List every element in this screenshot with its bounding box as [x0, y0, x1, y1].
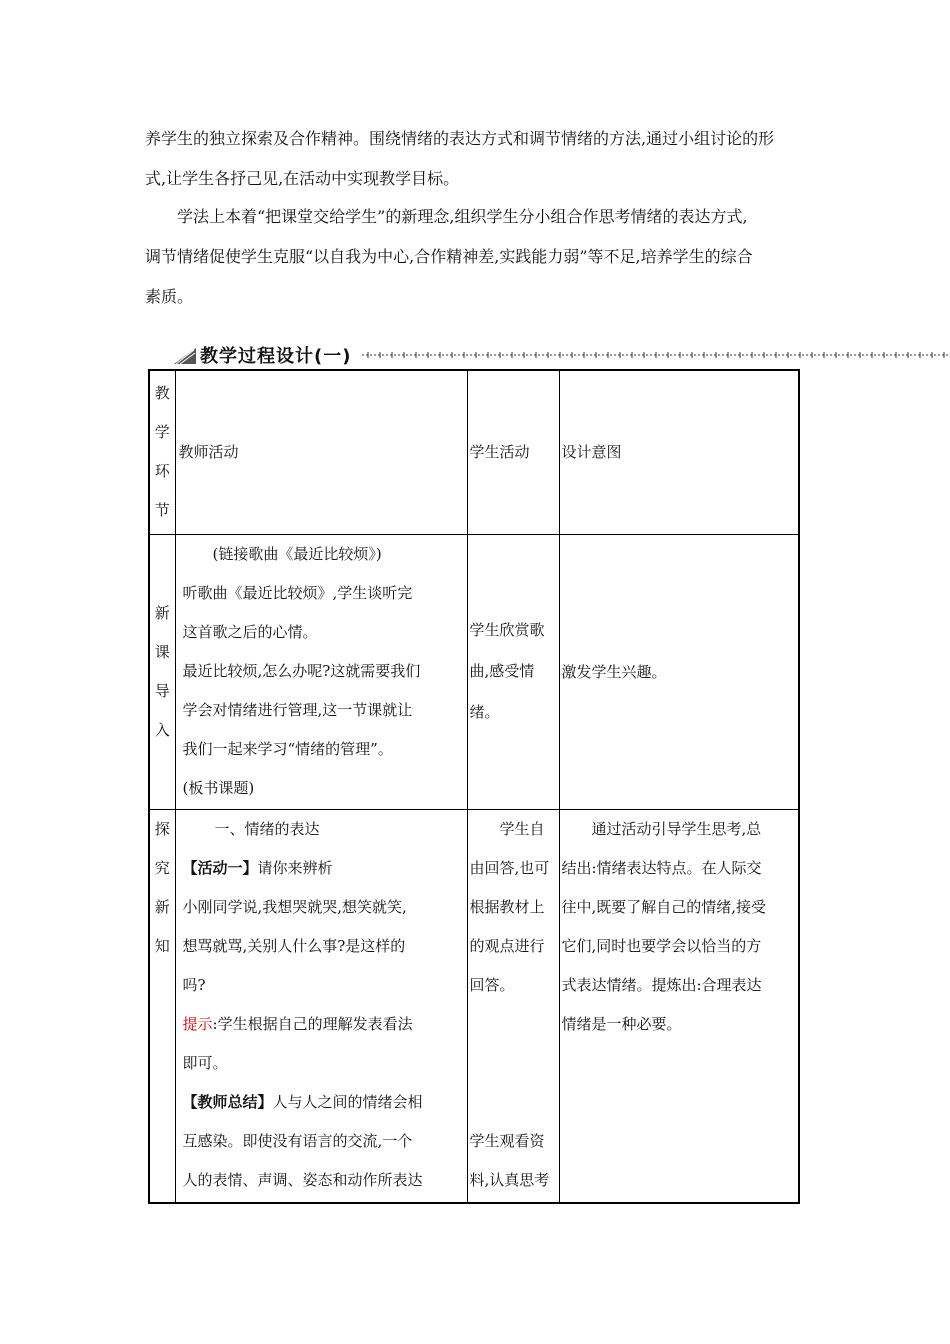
- row2-student: [467, 809, 559, 1203]
- text-line: 结出:情绪表达特点。在人际交: [561, 858, 762, 877]
- header-step-char: 环: [154, 462, 170, 481]
- row1-step-char: 导: [154, 681, 170, 700]
- text-line: 式表达情绪。提炼出:合理表达: [561, 975, 762, 994]
- text-line: 互感染。即使没有语言的交流,一个: [182, 1131, 413, 1150]
- text-line: [183, 1005, 467, 1044]
- summary-text: 人与人之间的情绪会相: [272, 1092, 423, 1111]
- text-line: (链接歌曲《最近比较烦》): [212, 544, 382, 563]
- section-title: 教学过程设计(一): [200, 346, 352, 367]
- section-heading: [172, 343, 351, 367]
- table-row: [149, 809, 799, 1203]
- text-line: 激发学生兴趣。: [561, 663, 667, 681]
- table-row: [149, 534, 799, 809]
- row1-step-char: 课: [154, 642, 170, 661]
- text-line: [183, 849, 467, 888]
- text-line: 式,让学生各抒己见,在活动中实现教学目标。: [145, 169, 460, 188]
- text-line: [183, 1083, 467, 1122]
- text-line: 学生观看资: [469, 1131, 545, 1150]
- table-header-row: [149, 370, 799, 534]
- text-line: 吗?: [182, 975, 206, 994]
- text-line: 学法上本着“把课堂交给学生”的新理念,组织学生分小组合作思考情绪的表达方式,: [177, 207, 748, 226]
- row1-intent: [559, 534, 799, 809]
- header-step: [149, 370, 175, 534]
- text-line: 养学生的独立探索及合作精神。围绕情绪的表达方式和调节情绪的方法,通过小组讨论的形: [145, 129, 775, 148]
- header-intent: [559, 370, 799, 534]
- text-line: 人的表情、声调、姿态和动作所表达: [182, 1170, 423, 1189]
- header-student: [467, 370, 559, 534]
- text-line: 素质。: [145, 287, 194, 306]
- header-teacher: [175, 370, 467, 534]
- row2-intent: [559, 809, 799, 1203]
- text-line: 回答。: [469, 975, 515, 994]
- row2-step: [149, 809, 175, 1203]
- text-line: 的观点进行: [469, 936, 545, 955]
- row2-step-char: 探: [154, 819, 170, 838]
- text-line: 小刚同学说,我想哭就哭,想笑就笑,: [182, 897, 407, 916]
- intro-paragraph-1: [145, 119, 810, 199]
- row1-student: [467, 534, 559, 809]
- row2-step-char: 究: [154, 858, 170, 877]
- text-line: 调节情绪促使学生克服“以自我为中心,合作精神差,实践能力弱”等不足,培养学生的综合: [145, 247, 753, 266]
- row1-step-char: 入: [154, 720, 170, 739]
- row2-step-char: 知: [154, 936, 170, 955]
- text-line: 学会对情绪进行管理,这一节课就让: [182, 700, 413, 719]
- header-step-char: 教: [154, 384, 170, 403]
- pencil-triangle-icon: [172, 345, 198, 365]
- header-step-char: 节: [154, 501, 170, 520]
- text-line: 即可。: [182, 1053, 228, 1072]
- text-line: 根据教材上: [469, 897, 545, 916]
- text-line: 它们,同时也要学会以恰当的方: [561, 936, 762, 955]
- intro-paragraph-2: [145, 197, 810, 317]
- text-line: 料,认真思考: [469, 1170, 550, 1189]
- text-line: 最近比较烦,怎么办呢?这就需要我们: [182, 661, 421, 680]
- row2-step-char: 新: [154, 897, 170, 916]
- summary-label: 【教师总结】: [182, 1092, 273, 1111]
- activity-text: 请你来辨析: [257, 858, 333, 877]
- lesson-table: [148, 369, 800, 1204]
- row1-teacher: [175, 534, 467, 809]
- hint-text: :学生根据自己的理解发表看法: [212, 1014, 413, 1033]
- text-line: 情绪是一种必要。: [561, 1014, 682, 1033]
- header-step-char: 学: [154, 423, 170, 442]
- text-line: 一、情绪的表达: [214, 819, 320, 838]
- text-line: 这首歌之后的心情。: [182, 622, 318, 641]
- text-line: 想骂就骂,关别人什么事?是这样的: [182, 936, 406, 955]
- text-line: 由回答,也可: [469, 858, 550, 877]
- text-line: 学生欣赏歌: [469, 621, 545, 639]
- text-line: 绪。: [469, 703, 500, 721]
- activity-label: 【活动一】: [182, 858, 258, 877]
- row1-step-char: 新: [154, 603, 170, 622]
- header-intent-label: 设计意图: [561, 442, 622, 461]
- text-line: 听歌曲《最近比较烦》,学生谈听完: [182, 583, 413, 602]
- text-line: 往中,既要了解自己的情绪,接受: [561, 897, 767, 916]
- row2-teacher: [175, 809, 467, 1203]
- text-line: 学生自: [499, 819, 545, 838]
- header-teacher-label: 教师活动: [178, 442, 239, 461]
- row1-step: [149, 534, 175, 809]
- text-line: 曲,感受情: [469, 662, 535, 680]
- text-line: (板书课题): [182, 778, 255, 797]
- text-line: 我们一起来学习“情绪的管理”。: [182, 739, 393, 758]
- hint-label: 提示: [182, 1014, 213, 1033]
- header-student-label: 学生活动: [469, 442, 530, 461]
- dotted-divider: [362, 349, 948, 361]
- text-line: 通过活动引导学生思考,总: [591, 819, 762, 838]
